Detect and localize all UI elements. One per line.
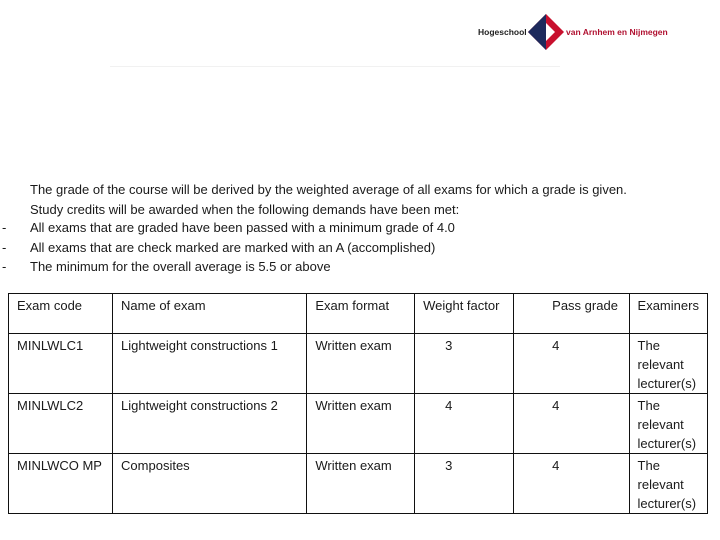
logo-text-right: van Arnhem en Nijmegen — [566, 27, 668, 37]
cell-name-of-exam: Lightweight constructions 2 — [113, 394, 307, 454]
header-weight-factor: Weight factor — [415, 294, 514, 334]
intro-line-credits: Study credits will be awarded when the following demands have been met: — [30, 201, 460, 217]
cell-weight-factor: 3 — [415, 454, 514, 514]
list-item — [0, 257, 455, 277]
logo-diamond-icon — [528, 14, 564, 50]
bullet-dash: - — [2, 239, 7, 255]
cell-exam-format: Written exam — [307, 334, 415, 394]
header-pass-grade: Pass grade — [514, 294, 629, 334]
cell-pass-grade: 4 — [514, 454, 629, 514]
requirement-text: All exams that are graded have been passed with a minimum grade of 4.0 — [30, 220, 455, 235]
cell-exam-format: Written exam — [307, 454, 415, 514]
cell-examiners: The relevant lecturer(s) — [629, 454, 707, 514]
header-examiners: Examiners — [629, 294, 707, 334]
cell-name-of-exam: Lightweight constructions 1 — [113, 334, 307, 394]
cell-pass-grade: 4 — [514, 394, 629, 454]
header-exam-format: Exam format — [307, 294, 415, 334]
cell-name-of-exam: Composites — [113, 454, 307, 514]
table-row — [9, 394, 708, 454]
requirement-text: All exams that are check marked are marked with an A (accomplished) — [30, 239, 436, 255]
requirements-list — [0, 218, 455, 277]
bullet-dash: - — [2, 259, 7, 274]
cell-weight-factor: 4 — [415, 394, 514, 454]
cell-examiners: The relevant lecturer(s) — [629, 394, 707, 454]
list-item — [0, 238, 455, 258]
cell-exam-format: Written exam — [307, 394, 415, 454]
requirement-text: The minimum for the overall average is 5.5 or above — [30, 259, 331, 274]
cell-exam-code: MINLWLC2 — [9, 394, 113, 454]
table-row — [9, 454, 708, 514]
header-exam-code: Exam code — [9, 294, 113, 334]
exams-table — [8, 293, 708, 514]
bullet-dash: - — [2, 220, 7, 235]
logo-text-left: Hogeschool — [478, 27, 527, 37]
intro-text — [30, 180, 627, 219]
intro-line-grade: The grade of the course will be derived by the weighted average of all exams for which a grade is given. — [30, 182, 627, 197]
header-name-of-exam: Name of exam — [113, 294, 307, 334]
cell-pass-grade: 4 — [514, 334, 629, 394]
table-row — [9, 334, 708, 394]
cell-exam-code: MINLWLC1 — [9, 334, 113, 394]
cell-exam-code: MINLWCO MP — [9, 454, 113, 514]
list-item — [0, 218, 455, 238]
cell-weight-factor: 3 — [415, 334, 514, 394]
institution-logo — [478, 14, 678, 54]
cell-examiners: The relevant lecturer(s) — [629, 334, 707, 394]
header-divider — [110, 66, 560, 67]
table-header-row — [9, 294, 708, 334]
